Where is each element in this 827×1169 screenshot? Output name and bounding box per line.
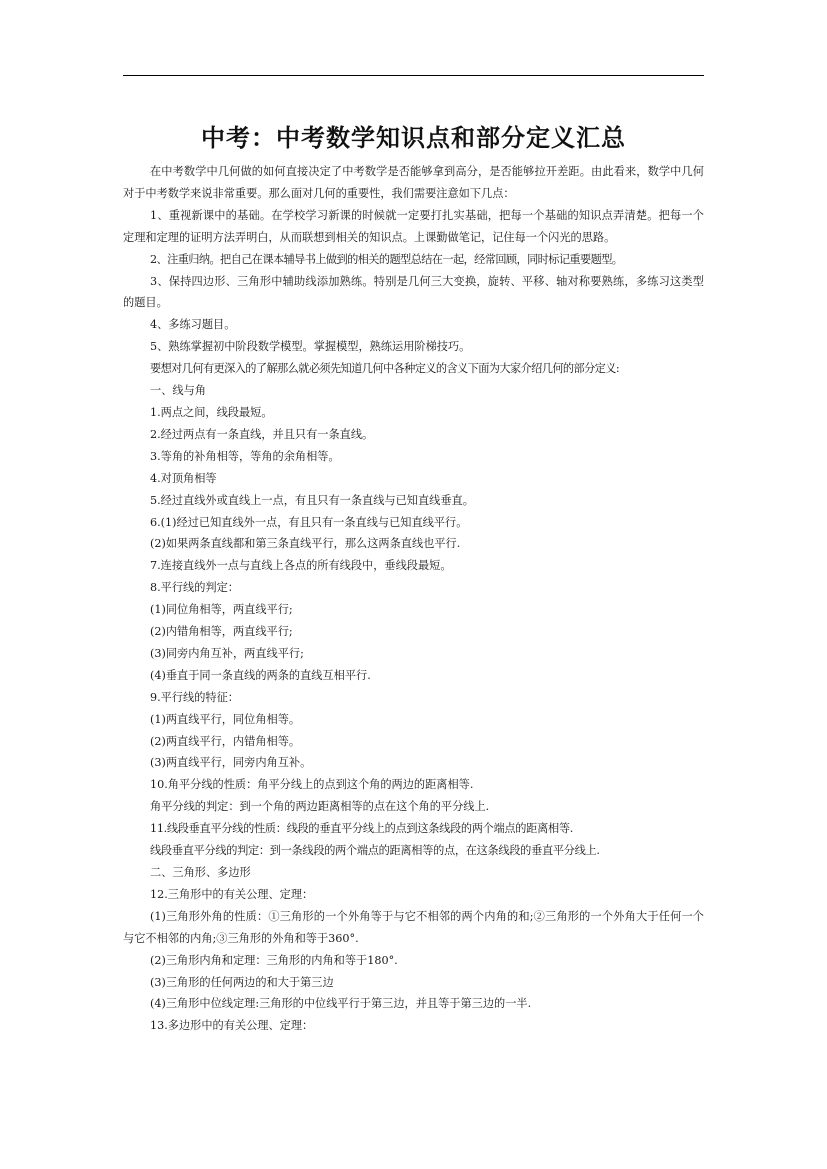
list-item: (2)如果两条直线都和第三条直线平行，那么这两条直线也平行. [150,537,461,551]
list-item: (1)三角形外角的性质：①三角形的一个外角等于与它不相邻的两个内角的和;②三角形的一个外角大于任何一个与它不相邻的内角;③三角形的外角和等于360°. [123,909,704,945]
list-item: 11.线段垂直平分线的性质：线段的垂直平分线上的点到这条线段的两个端点的距离相等. [150,822,573,836]
list-item: 10.角平分线的性质：角平分线上的点到这个角的两边的距离相等. [150,778,474,792]
list-item: (1)同位角相等，两直线平行; [150,603,293,617]
section-heading-triangles-polygons: 二、三角形、多边形 [150,866,251,879]
tip-paragraph-5: 5、熟练掌握初中阶段数学模型。掌握模型，熟练运用阶梯技巧。 [150,340,471,354]
list-item: (3)两直线平行，同旁内角互补。 [150,756,312,770]
list-item: (1)两直线平行，同位角相等。 [150,712,301,726]
tip-paragraph-4: 4、多练习题目。 [150,318,236,332]
list-item: 线段垂直平分线的判定：到一条线段的两个端点的距离相等的点，在这条线段的垂直平分线上. [150,844,600,858]
list-item: 1.两点之间，线段最短。 [150,405,273,419]
list-item: (2)两直线平行，内错角相等。 [150,734,301,748]
list-item: 5.经过直线外或直线上一点，有且只有一条直线与已知直线垂直。 [150,493,474,507]
list-item: 13.多边形中的有关公理、定理： [150,1019,314,1033]
document-body [123,161,704,1037]
list-item: 3.等角的补角相等，等角的余角相等。 [150,449,340,463]
list-item: 角平分线的判定：到一个角的两边距离相等的点在这个角的平分线上. [150,800,490,814]
intro-paragraph: 在中考数学中几何做的如何直接决定了中考数学是否能够拿到高分，是否能够拉开差距。由此看来，数学中几何对于中考数学来说非常重要。那么面对几何的重要性，我们需要注意如下几点： [123,165,704,200]
list-item: (2)三角形内角和定理：三角形的内角和等于180°. [150,953,398,967]
document-title: 中考：中考数学知识点和部分定义汇总 [201,124,626,153]
tip-paragraph-1: 1、重视新课中的基础。在学校学习新课的时候就一定要打扎实基础，把每一个基础的知识点弄清楚。把每一个定理和定理的证明方法弄明白，从而联想到相关的知识点。上课勤做笔记，记住每一个闪光的思路。 [123,208,704,244]
list-item: (4)三角形中位线定理:三角形的中位线平行于第三边，并且等于第三边的一半. [150,997,532,1011]
list-item: 8.平行线的判定： [150,581,239,595]
tip-paragraph-2: 2、注重归纳。把自己在课本辅导书上做到的相关的题型总结在一起，经常回顾，同时标记重要题型。 [150,252,623,266]
list-item: 7.连接直线外一点与直线上各点的所有线段中，垂线段最短。 [150,559,452,573]
list-item: 4.对顶角相等 [150,471,217,485]
list-item: (4)垂直于同一条直线的两条的直线互相平行. [150,668,371,682]
list-item: (3)三角形的任何两边的和大于第三边 [150,975,334,989]
definitions-intro: 要想对几何有更深入的了解那么就必须先知道几何中各种定义的含义下面为大家介绍几何的部分定义: [150,362,620,376]
list-item: 6.(1)经过已知直线外一点，有且只有一条直线与已知直线平行。 [150,515,468,529]
header-rule [123,75,704,76]
tip-paragraph-3: 3、保持四边形、三角形中辅助线添加熟练。特别是几何三大变换，旋转、平移、轴对称要熟练，多练习这类型的题目。 [123,274,704,310]
section-heading-lines-angles: 一、线与角 [150,384,206,398]
list-item: 9.平行线的特征： [150,690,239,704]
list-item: (3)同旁内角互补，两直线平行; [150,646,304,660]
list-item: (2)内错角相等，两直线平行; [150,625,293,639]
list-item: 2.经过两点有一条直线，并且只有一条直线。 [150,427,374,441]
list-item: 12.三角形中的有关公理、定理： [150,887,314,901]
